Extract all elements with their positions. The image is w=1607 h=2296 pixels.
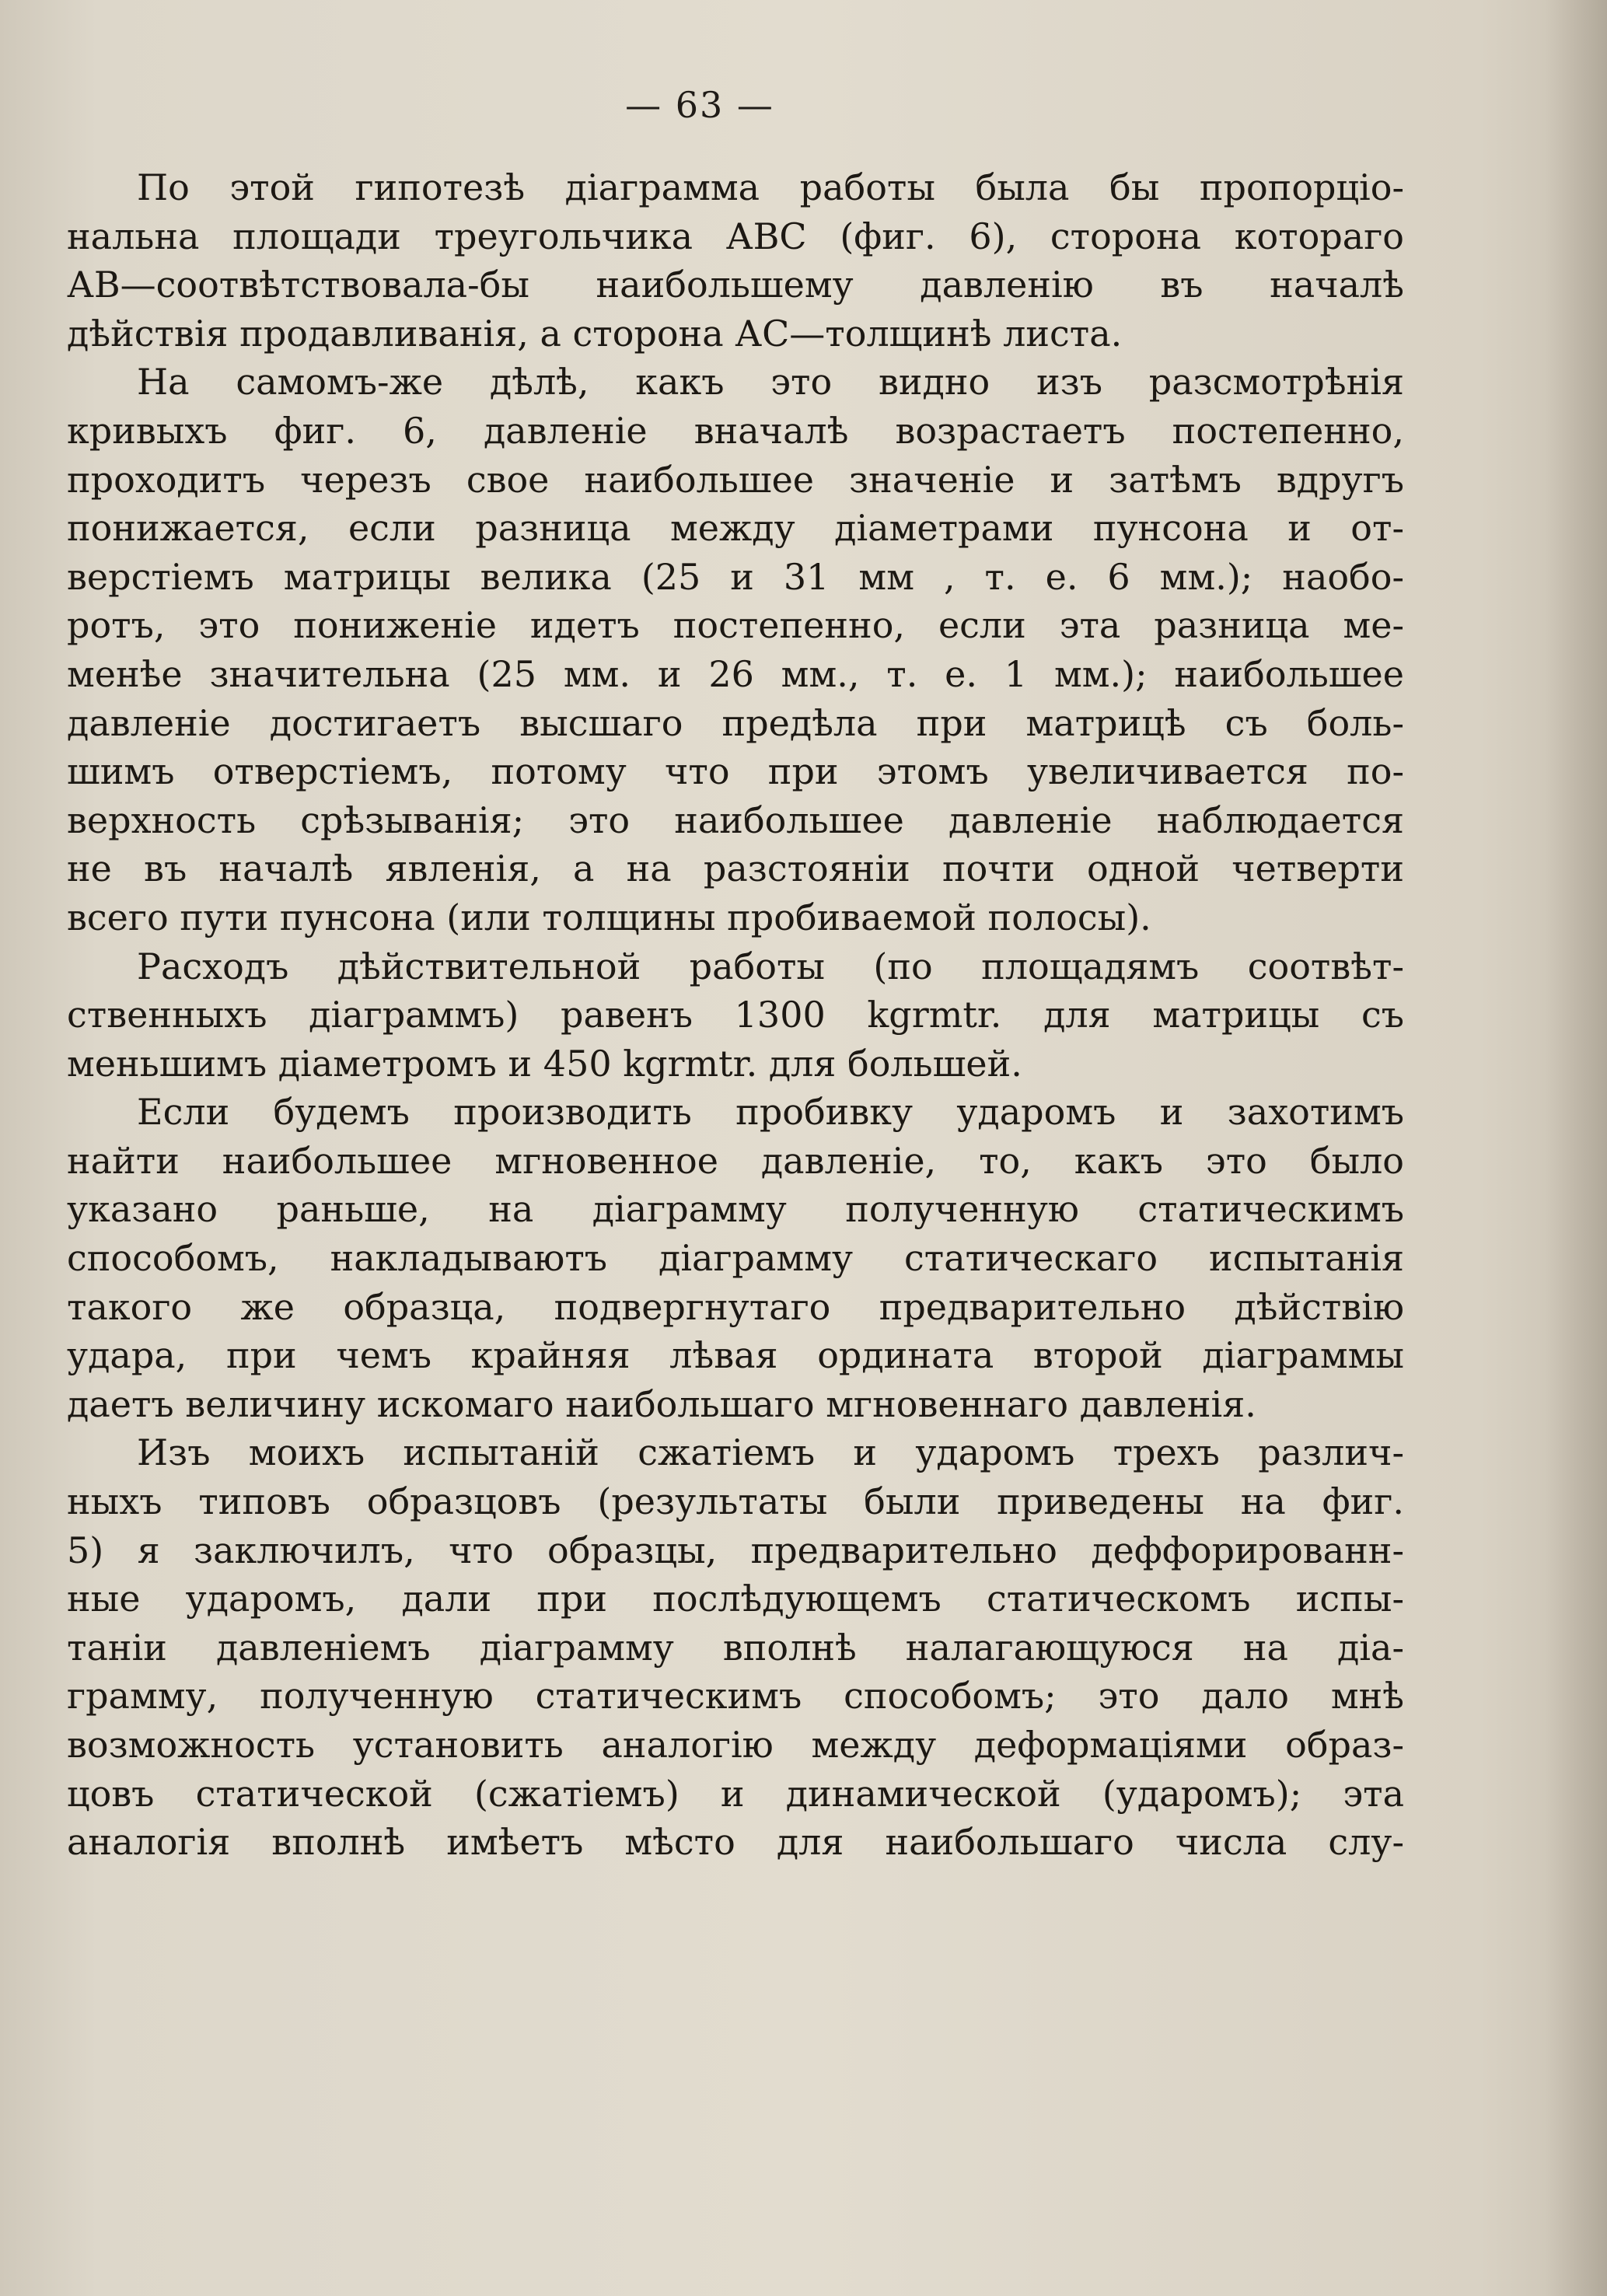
page-edge-shadow [1545, 0, 1607, 2296]
text-line: менѣе значительна (25 мм. и 26 мм., т. е. 1 мм.); наибольшее [67, 652, 1404, 695]
body-text [67, 163, 1404, 1867]
text-line: найти наибольшее мгновенное давленіе, то, какъ это было [67, 1139, 1404, 1182]
text-line: меньшимъ діаметромъ и 450 kgrmtr. для большей. [67, 1042, 1022, 1085]
text-line: способомъ, накладываютъ діаграмму статическаго испытанія [67, 1237, 1404, 1280]
text-line: возможность установить аналогію между деформаціями образ- [67, 1724, 1404, 1766]
text-line: АВ—соотвѣтствовала-бы наибольшему давленію въ началѣ [67, 264, 1404, 306]
text-line: 5) я заключилъ, что образцы, предварительно деффорированн- [67, 1529, 1404, 1571]
text-line: нальна площади треугольчика АВС (фиг. 6), сторона котораго [67, 215, 1404, 257]
text-line: не въ началѣ явленія, а на разстояніи почти одной четверти [67, 847, 1404, 890]
text-line: ныхъ типовъ образцовъ (результаты были приведены на фиг. [67, 1480, 1404, 1523]
text-line: На самомъ-же дѣлѣ, какъ это видно изъ разсмотрѣнія [137, 361, 1404, 404]
text-line: По этой гипотезѣ діаграмма работы была бы пропорціо- [137, 166, 1404, 208]
text-line: проходитъ черезъ свое наибольшее значеніе и затѣмъ вдругъ [67, 458, 1404, 501]
text-line: давленіе достигаетъ высшаго предѣла при матрицѣ съ боль- [67, 701, 1404, 744]
text-line: дѣйствія продавливанія, а сторона АС—толщинѣ листа. [67, 312, 1123, 355]
text-line: цовъ статической (сжатіемъ) и динамической (ударомъ); эта [67, 1772, 1404, 1815]
text-line: аналогія вполнѣ имѣетъ мѣсто для наибольшаго числа слу- [67, 1821, 1404, 1864]
text-line: ственныхъ діаграммъ) равенъ 1300 kgrmtr. для матрицы съ [67, 994, 1404, 1036]
page-number: — 63 — [625, 84, 774, 126]
text-line: даетъ величину искомаго наибольшаго мгновеннаго давленія. [67, 1382, 1256, 1425]
text-line: кривыхъ фиг. 6, давленіе вначалѣ возрастаетъ постепенно, [67, 409, 1404, 452]
text-line: Расходъ дѣйствительной работы (по площадямъ соотвѣт- [137, 945, 1404, 987]
text-line: всего пути пунсона (или толщины пробиваемой полосы). [67, 896, 1151, 938]
text-line: понижается, если разница между діаметрами пунсона и от- [67, 507, 1404, 550]
text-line: ные ударомъ, дали при послѣдующемъ статическомъ испы- [67, 1578, 1404, 1620]
text-line: шимъ отверстіемъ, потому что при этомъ увеличивается по- [67, 750, 1404, 793]
text-line: ротъ, это пониженіе идетъ постепенно, если эта разница ме- [67, 604, 1404, 647]
text-line: верхность срѣзыванія; это наибольшее давленіе наблюдается [67, 799, 1404, 841]
text-line: Изъ моихъ испытаній сжатіемъ и ударомъ трехъ различ- [137, 1431, 1404, 1474]
text-line: такого же образца, подвергнутаго предварительно дѣйствію [67, 1285, 1404, 1328]
text-line: верстіемъ матрицы велика (25 и 31 мм , т. е. 6 мм.); наобо- [67, 555, 1404, 598]
text-line: удара, при чемъ крайняя лѣвая ордината второй діаграммы [67, 1334, 1404, 1377]
text-line: грамму, полученную статическимъ способомъ; это дало мнѣ [67, 1675, 1404, 1718]
text-line: Если будемъ производить пробивку ударомъ и захотимъ [137, 1091, 1404, 1134]
text-line: указано раньше, на діаграмму полученную статическимъ [67, 1188, 1404, 1231]
text-line: таніи давленіемъ діаграмму вполнѣ налагающуюся на діа- [67, 1626, 1404, 1669]
